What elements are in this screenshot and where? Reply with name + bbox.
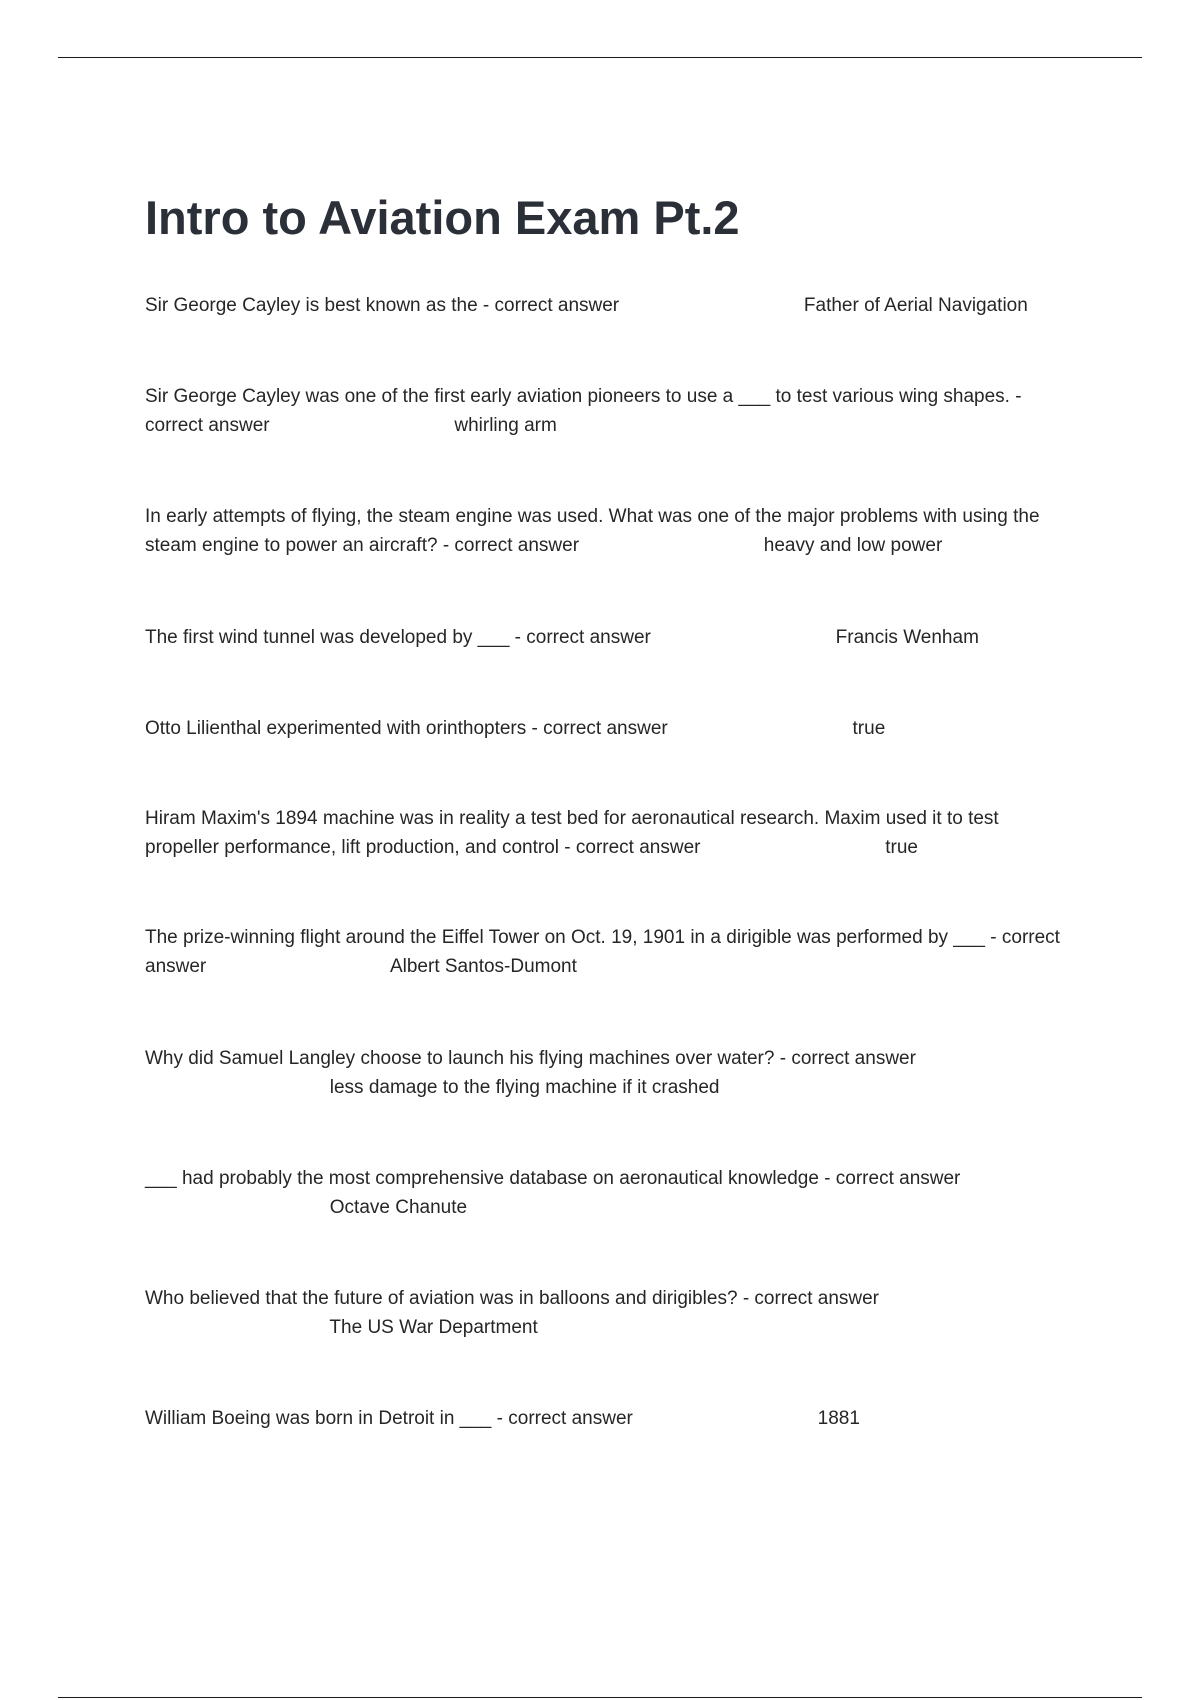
answer-text: whirling arm [454,415,557,436]
qa-item [145,923,1075,981]
qa-item [145,1044,1075,1102]
question-text: The first wind tunnel was developed by ___ - correct answer [145,627,651,648]
qa-item [145,382,1075,440]
question-text: Who believed that the future of aviation was in balloons and dirigibles? - correct answer [145,1288,880,1309]
question-text: The prize-winning flight around the Eiffel Tower on Oct. 19, 1901 in a dirigible was performed by ___ - correct answer [145,927,1060,977]
answer-text: Octave Chanute [329,1197,468,1218]
answer-text: true [885,837,918,858]
question-text: In early attempts of flying, the steam engine was used. What was one of the major problems with using the steam engine to power an aircraft? - correct answer [145,506,1040,556]
qa-item [145,502,1075,560]
question-text: ___ had probably the most comprehensive database on aeronautical knowledge - correct answer [145,1168,961,1189]
qa-item [145,804,1075,862]
question-text: William Boeing was born in Detroit in ___ - correct answer [145,1408,633,1429]
question-text: Why did Samuel Langley choose to launch his flying machines over water? - correct answer [145,1048,916,1069]
qa-item [145,714,1075,743]
qa-item [145,1404,1075,1433]
qa-item [145,291,1075,320]
question-text: Hiram Maxim's 1894 machine was in reality a test bed for aeronautical research. Maxim used it to test propeller performance, lift production, and control - correct answer [145,808,999,858]
question-text: Otto Lilienthal experimented with orinthopters - correct answer [145,718,668,739]
page-title: Intro to Aviation Exam Pt.2 [145,191,740,244]
question-text: Sir George Cayley was one of the first early aviation pioneers to use a ___ to test various wing shapes. - correct answer [145,386,1022,436]
qa-item [145,1164,1075,1222]
answer-text: less damage to the flying machine if it crashed [329,1077,720,1098]
answer-text: 1881 [817,1408,860,1429]
answer-text: Francis Wenham [835,627,979,648]
answer-text: heavy and low power [763,535,943,556]
question-text: Sir George Cayley is best known as the - correct answer [145,295,620,316]
qa-item [145,623,1075,652]
bottom-rule [58,1697,1142,1698]
top-rule [58,57,1142,58]
answer-text: Albert Santos-Dumont [389,956,577,977]
answer-text: true [852,718,886,739]
answer-text: Father of Aerial Navigation [803,295,1028,316]
answer-text: The US War Department [329,1317,538,1338]
qa-item [145,1284,1075,1342]
